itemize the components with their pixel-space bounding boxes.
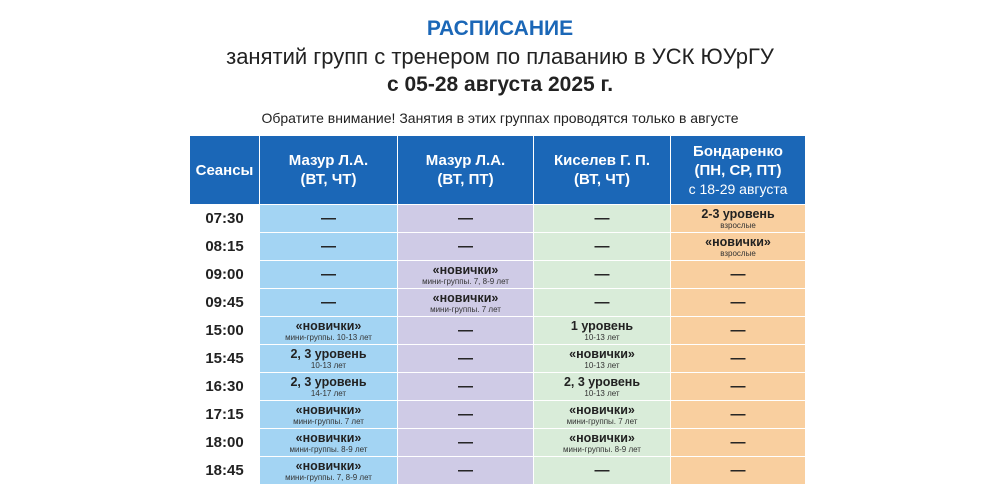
group-level: 2, 3 уровень: [290, 346, 367, 361]
schedule-cell: [260, 345, 398, 373]
schedule-row: [190, 457, 806, 485]
empty-slot-dash: —: [321, 266, 336, 283]
session-time: 15:45: [190, 345, 260, 373]
empty-slot-dash: —: [458, 350, 473, 367]
group-age: 10-13 лет: [584, 360, 620, 370]
schedule-cell: [671, 205, 806, 233]
schedule-cell: [534, 233, 671, 261]
group-age: мини-группы. 7 лет: [430, 304, 501, 314]
group-age: мини-группы. 7 лет: [566, 416, 638, 426]
schedule-row: [190, 429, 806, 457]
schedule-cell: [534, 205, 671, 233]
session-time: 16:30: [190, 373, 260, 401]
empty-slot-dash: —: [730, 294, 746, 311]
empty-slot-dash: —: [321, 294, 336, 311]
session-time: 09:00: [190, 261, 260, 289]
group-level: «новички»: [432, 290, 499, 305]
group-age: 10-13 лет: [584, 388, 620, 398]
coach-days: (ВТ, ЧТ): [300, 171, 357, 188]
schedule-cell: [534, 261, 671, 289]
group-age: взрослые: [720, 220, 756, 230]
schedule-cell: [260, 317, 398, 345]
group-level: 2, 3 уровень: [563, 374, 641, 389]
group-level: «новички»: [432, 262, 499, 277]
coach-name: Мазур Л.А.: [288, 152, 369, 169]
schedule-cell: [534, 373, 671, 401]
schedule-table: [189, 135, 806, 485]
empty-slot-dash: —: [730, 322, 746, 339]
coach-days: (ПН, СР, ПТ): [694, 161, 782, 179]
empty-slot-dash: —: [730, 266, 746, 283]
schedule-row: [190, 205, 806, 233]
empty-slot-dash: —: [730, 378, 746, 395]
header-row: [190, 136, 806, 205]
group-age: 14-17 лет: [310, 388, 347, 398]
schedule-cell: [260, 261, 398, 289]
notice-text: Обратите внимание! Занятия в этих группах проводятся только в августе: [261, 110, 739, 126]
schedule-cell: [534, 289, 671, 317]
schedule-cell: [398, 289, 534, 317]
schedule-row: [190, 233, 806, 261]
group-age: мини-группы. 7, 8-9 лет: [422, 276, 509, 286]
schedule-cell: [260, 429, 398, 457]
group-level: «новички»: [295, 402, 362, 417]
schedule-cell: [398, 401, 534, 429]
empty-slot-dash: —: [321, 238, 336, 255]
schedule-cell: [398, 345, 534, 373]
empty-slot-dash: —: [458, 238, 473, 255]
schedule-body: [190, 205, 806, 485]
empty-slot-dash: —: [458, 378, 473, 395]
empty-slot-dash: —: [594, 266, 610, 283]
session-time: 09:45: [190, 289, 260, 317]
group-age: мини-группы. 7 лет: [293, 416, 364, 426]
group-age: 10-13 лет: [310, 360, 347, 370]
schedule-cell: [671, 289, 806, 317]
coach-column-header: [398, 136, 534, 205]
group-age: мини-группы. 8-9 лет: [289, 444, 368, 454]
empty-slot-dash: —: [458, 406, 473, 423]
group-level: 2-3 уровень: [701, 206, 775, 221]
session-column-header: Сеансы: [190, 136, 260, 205]
schedule-cell: [260, 205, 398, 233]
page-title: РАСПИСАНИЕ: [426, 17, 574, 40]
schedule-cell: [671, 233, 806, 261]
schedule-row: [190, 373, 806, 401]
empty-slot-dash: —: [458, 462, 473, 479]
schedule-row: [190, 317, 806, 345]
schedule-row: [190, 345, 806, 373]
schedule-cell: [398, 233, 534, 261]
schedule-cell: [671, 401, 806, 429]
coach-column-header: [534, 136, 671, 205]
session-time: 18:45: [190, 457, 260, 485]
group-age: взрослые: [720, 248, 756, 258]
session-time: 18:00: [190, 429, 260, 457]
coach-name: Мазур Л.А.: [425, 152, 506, 169]
group-level: 1 уровень: [570, 318, 634, 333]
group-age: 10-13 лет: [584, 332, 620, 342]
schedule-cell: [260, 289, 398, 317]
group-age: мини-группы. 10-13 лет: [285, 332, 372, 342]
empty-slot-dash: —: [458, 434, 473, 451]
schedule-cell: [398, 317, 534, 345]
schedule-cell: [671, 317, 806, 345]
schedule-cell: [671, 345, 806, 373]
group-level: «новички»: [295, 430, 362, 445]
session-time: 07:30: [190, 205, 260, 233]
group-level: 2, 3 уровень: [290, 374, 367, 389]
group-age: мини-группы. 8-9 лет: [563, 444, 641, 454]
coach-column-header: [671, 136, 806, 205]
session-time: 15:00: [190, 317, 260, 345]
schedule-cell: [671, 373, 806, 401]
empty-slot-dash: —: [594, 210, 610, 227]
schedule-cell: [260, 233, 398, 261]
schedule-cell: [260, 457, 398, 485]
group-level: «новички»: [295, 318, 362, 333]
group-level: «новички»: [295, 458, 362, 473]
coach-date-note: с 18-29 августа: [688, 180, 788, 197]
schedule-row: [190, 401, 806, 429]
schedule-cell: [534, 457, 671, 485]
empty-slot-dash: —: [730, 350, 746, 367]
schedule-cell: [534, 401, 671, 429]
schedule-cell: [534, 429, 671, 457]
group-level: «новички»: [705, 234, 771, 249]
schedule-cell: [260, 401, 398, 429]
empty-slot-dash: —: [730, 462, 746, 479]
schedule-header: [190, 136, 806, 205]
schedule-cell: [671, 429, 806, 457]
schedule-cell: [671, 261, 806, 289]
empty-slot-dash: —: [594, 462, 610, 479]
schedule-cell: [398, 457, 534, 485]
group-level: «новички»: [569, 346, 635, 361]
schedule-cell: [398, 205, 534, 233]
schedule-cell: [398, 373, 534, 401]
schedule-row: [190, 289, 806, 317]
empty-slot-dash: —: [458, 210, 473, 227]
coach-name: Киселев Г. П.: [553, 152, 651, 169]
schedule-cell: [260, 373, 398, 401]
schedule-cell: [398, 429, 534, 457]
empty-slot-dash: —: [594, 238, 610, 255]
session-time: 17:15: [190, 401, 260, 429]
schedule-cell: [671, 457, 806, 485]
schedule-cell: [534, 317, 671, 345]
page-subtitle: занятий групп с тренером по плаванию в УСК ЮУрГУ: [226, 44, 774, 69]
empty-slot-dash: —: [730, 406, 746, 423]
coach-days: (ВТ, ПТ): [437, 171, 494, 188]
group-level: «новички»: [569, 402, 635, 417]
session-time: 08:15: [190, 233, 260, 261]
group-level: «новички»: [569, 430, 635, 445]
schedule-cell: [534, 345, 671, 373]
coach-days: (ВТ, ЧТ): [574, 171, 630, 188]
empty-slot-dash: —: [730, 434, 746, 451]
coach-name: Бондаренко: [693, 142, 783, 160]
empty-slot-dash: —: [321, 210, 336, 227]
empty-slot-dash: —: [594, 294, 610, 311]
schedule-cell: [398, 261, 534, 289]
group-age: мини-группы. 7, 8-9 лет: [285, 472, 372, 482]
coach-column-header: [260, 136, 398, 205]
schedule-row: [190, 261, 806, 289]
empty-slot-dash: —: [458, 322, 473, 339]
date-range: с 05-28 августа 2025 г.: [386, 73, 614, 96]
